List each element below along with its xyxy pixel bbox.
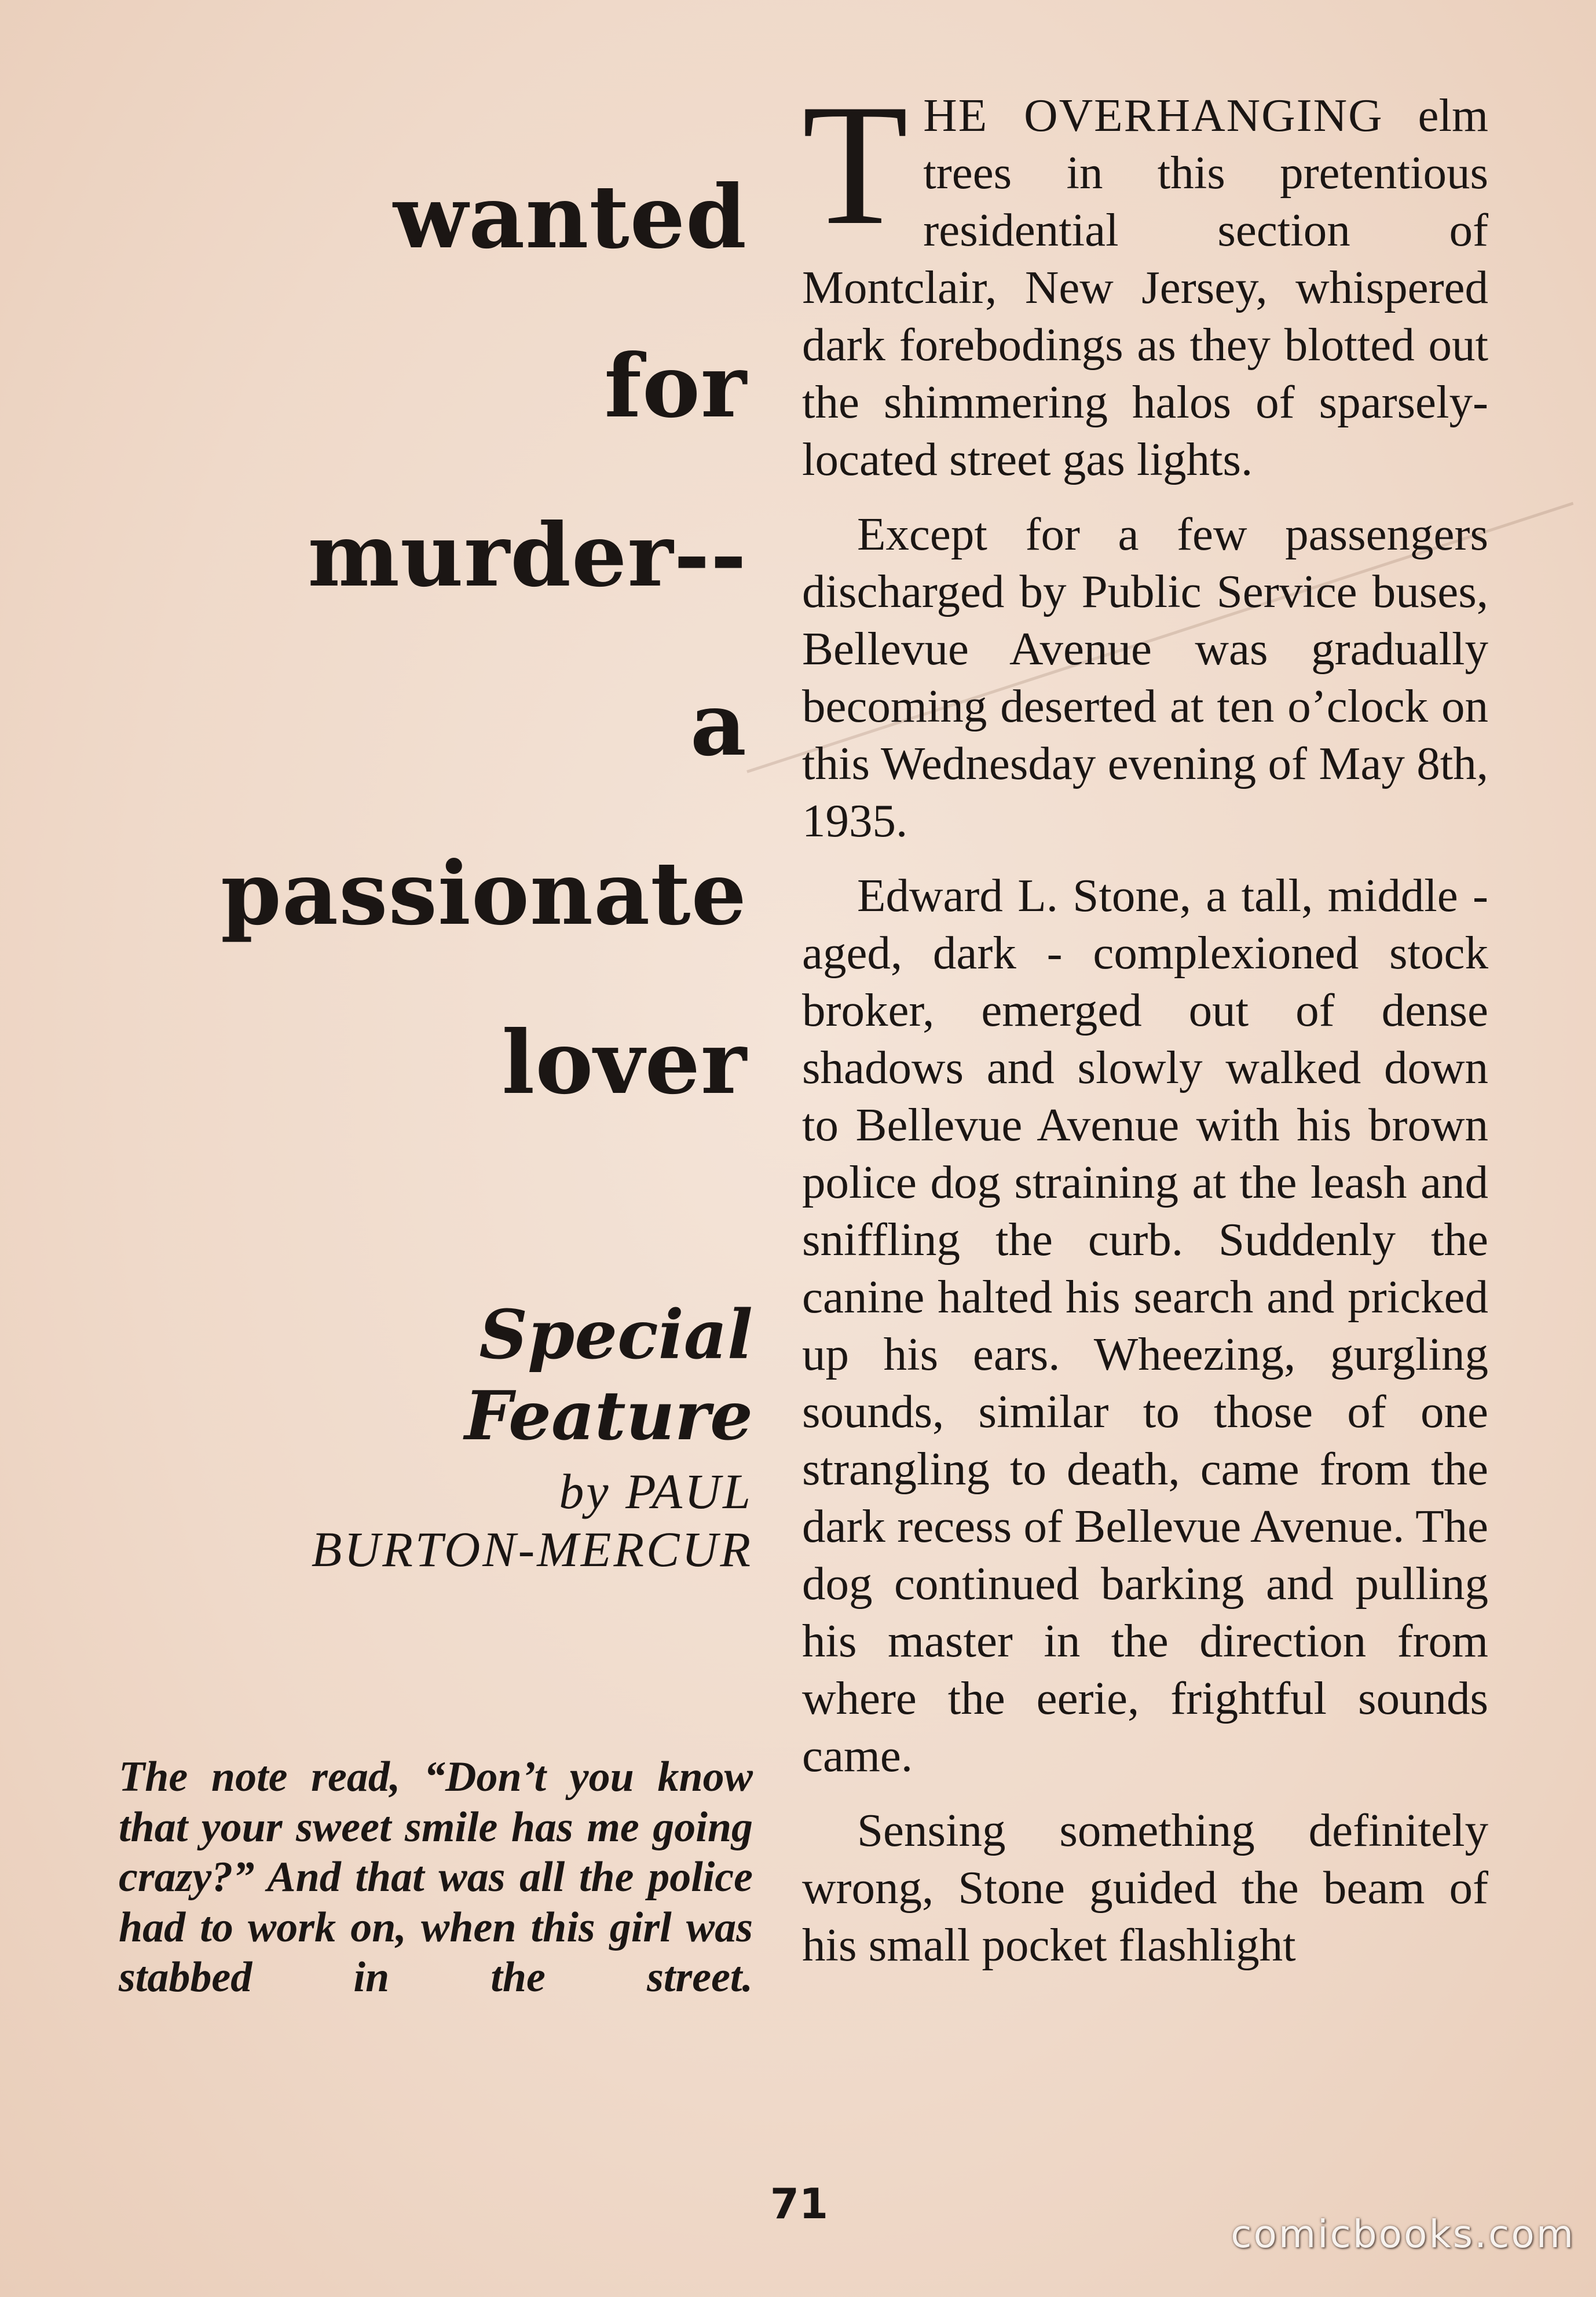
article-title — [116, 166, 747, 1114]
title-line: lover — [502, 1012, 747, 1114]
story-paragraph — [802, 68, 1488, 488]
watermark: comicbooks.com — [1231, 2212, 1575, 2256]
byline — [174, 1462, 753, 1578]
story-paragraph: Sensing something definitely wrong, Stone guided the beam of his small pocket flashlight — [802, 1804, 1488, 1971]
feature-label: Special Feature — [464, 1296, 753, 1455]
title-line: for — [604, 335, 747, 437]
drop-cap: T — [802, 68, 909, 261]
byline-line: by PAUL — [559, 1464, 753, 1519]
title-line: wanted — [393, 166, 747, 268]
story-column — [802, 68, 1488, 1991]
byline-line: BURTON-MERCUR — [311, 1521, 753, 1577]
title-line: passionate — [221, 843, 747, 945]
story-paragraph: Edward L. Stone, a tall, middle - aged, dark - complexioned stock broker, emerged out of dense shadows and slowly walked down to Bellevue Avenue with his brown police dog straining at the leash and sniffling the curb. Suddenly the canine halted his search and pricked up his ears. Wheezing, gurgling sounds, similar to those of one strangling to death, came from the dark recess of Bellevue Avenue. The dog continued barking and pulling his master in the direction from where the eerie, frightful sounds came. — [802, 869, 1488, 1782]
story-paragraph: Except for a few passengers discharged by Public Service buses, Bellevue Avenue was gradually becoming deserted at ten o’clock on this Wednesday evening of May 8th, 1935. — [802, 508, 1488, 847]
lead-in-caps: HE OVERHANGING — [923, 89, 1383, 141]
title-line: a — [690, 674, 747, 776]
article-blurb: The note read, “Don’t you know that your sweet smile has me going crazy?” And that was all the police had to work on, when this girl was stabbed in the street. — [119, 1753, 753, 2001]
title-line: murder-- — [308, 504, 747, 606]
page-number: 71 — [770, 2179, 829, 2228]
paragraph-text: elm trees in this pretentious residential section of Montclair, New Jersey, whispered dark forebodings as they blotted out the shimmering halos of sparsely-located street gas lights. — [802, 89, 1488, 485]
